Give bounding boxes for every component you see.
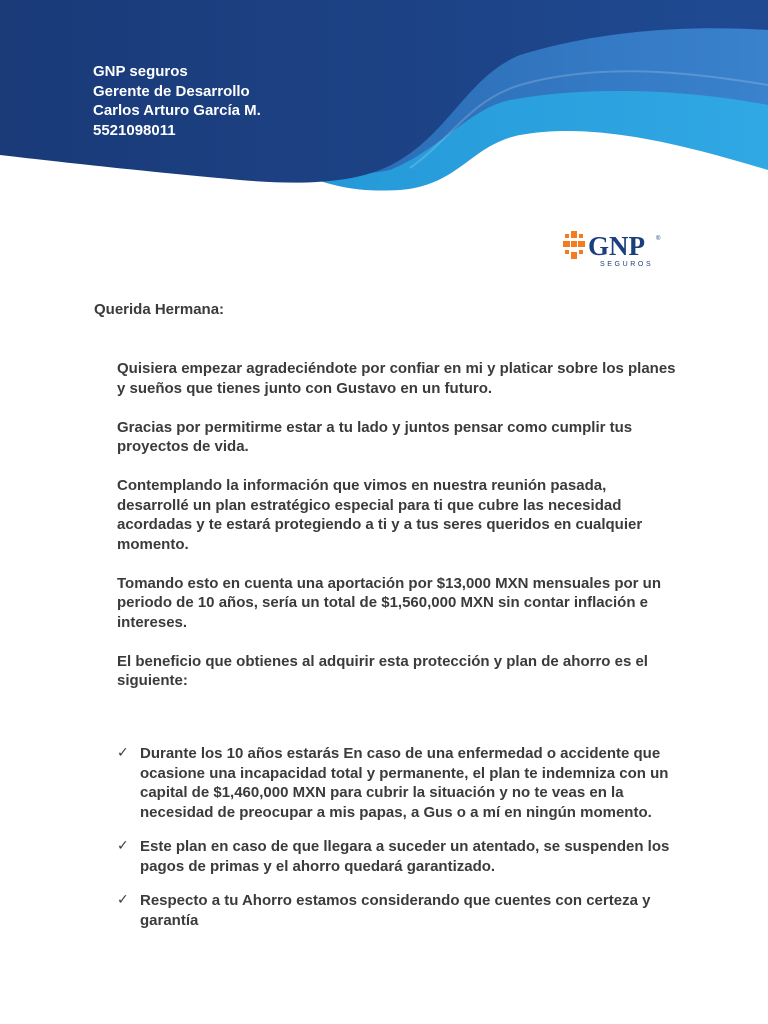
checkmark-icon: ✓: [117, 838, 129, 854]
sender-company: GNP seguros: [93, 63, 188, 80]
paragraph: El beneficio que obtienes al adquirir esta protección y plan de ahorro es el siguiente:: [117, 652, 648, 689]
paragraph: Gracias por permitirme estar a tu lado y juntos pensar como cumplir tus proyectos de vida.: [117, 418, 633, 455]
list-item: [117, 891, 677, 930]
paragraph: Quisiera empezar agradeciéndote por confiar en mi y platicar sobre los planes y sueños que tienes junto con Gustavo en un futuro.: [117, 360, 676, 397]
sender-name: Carlos Arturo García M.: [93, 102, 261, 119]
sender-role: Gerente de Desarrollo: [93, 82, 250, 100]
paragraph: Tomando esto en cuenta una aportación por $13,000 MXN mensuales por un periodo de 10 años, sería un total de $1,560,000 MXN sin contar inflación e intereses.: [117, 574, 662, 631]
gnp-emblem-icon: [563, 231, 585, 259]
letter-greeting: Querida Hermana:: [94, 301, 225, 318]
list-item: [117, 837, 677, 876]
sender-block: [93, 62, 261, 140]
logo-subtext: SEGUROS: [600, 261, 654, 268]
checkmark-icon: ✓: [117, 745, 129, 761]
benefit-text: Respecto a tu Ahorro estamos considerando que cuentes con certeza y garantía: [140, 892, 651, 929]
checkmark-icon: ✓: [117, 892, 129, 908]
paragraph: Contemplando la información que vimos en nuestra reunión pasada, desarrollé un plan estratégico especial para ti que cubre las necesidad acordadas y te estará protegiendo a ti y a tus seres queridos en cualquier momento.: [117, 477, 643, 553]
benefit-text: Durante los 10 años estarás En caso de una enfermedad o accidente que ocasione una incapacidad total y permanente, el plan te indemniza con un capital de $1,460,000 MXN para cubrir la situación y no te veas en la necesidad de preocupar a mis papas, a Gus o a mí en ningún momento.: [140, 745, 669, 821]
letter-body: [117, 359, 677, 710]
list-item: [117, 744, 677, 822]
sender-phone: 5521098011: [93, 121, 176, 139]
logo-text: GNP: [588, 231, 645, 261]
logo-registered: ®: [656, 236, 661, 242]
benefits-list: [117, 744, 677, 945]
gnp-logo: [562, 228, 674, 272]
benefit-text: Este plan en caso de que llegara a suceder un atentado, se suspenden los pagos de primas y el ahorro quedará garantizado.: [140, 838, 670, 875]
